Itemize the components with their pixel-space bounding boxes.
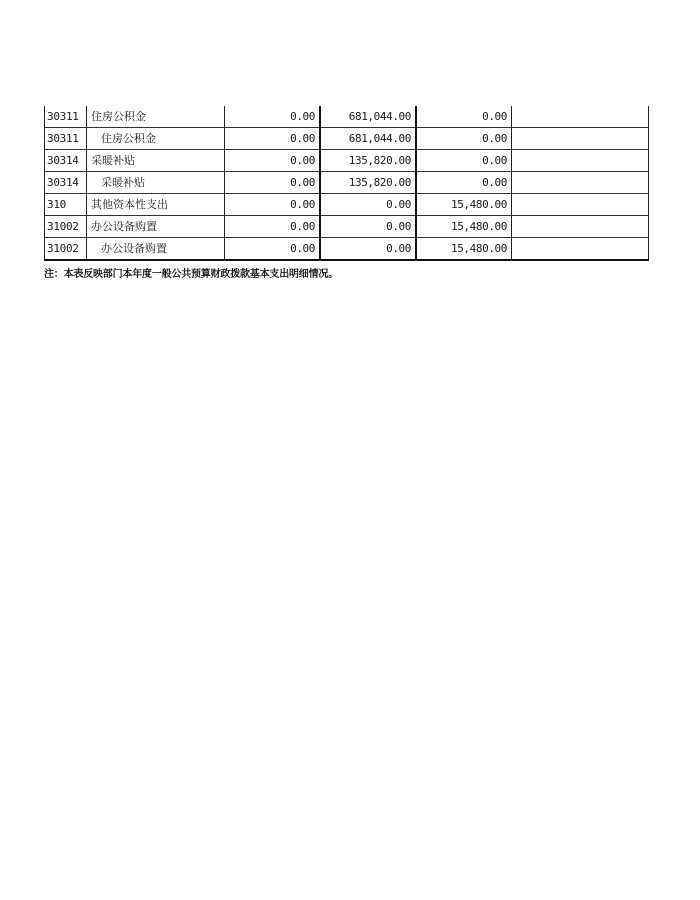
row-col2: 681,044.00 [320,128,416,150]
table-row [45,238,649,261]
table-row [45,216,649,238]
row-code: 30314 [45,172,87,194]
row-col3: 0.00 [416,172,512,194]
row-col4 [512,172,649,194]
row-col3: 15,480.00 [416,238,512,261]
row-col4 [512,150,649,172]
row-name-text: 采暖补贴 [101,176,145,189]
row-col1: 0.00 [225,172,321,194]
row-col1: 0.00 [225,106,321,128]
row-code: 31002 [45,238,87,261]
table-row [45,128,649,150]
row-col2: 0.00 [320,216,416,238]
row-name-text: 住房公积金 [91,110,146,123]
table-row [45,106,649,128]
row-col2: 0.00 [320,194,416,216]
row-code: 31002 [45,216,87,238]
row-col1: 0.00 [225,128,321,150]
table-row [45,172,649,194]
row-code: 30311 [45,128,87,150]
row-name-text: 其他资本性支出 [91,198,168,211]
expenditure-table [44,106,649,261]
row-col3: 0.00 [416,106,512,128]
row-col4 [512,238,649,261]
row-col2: 135,820.00 [320,172,416,194]
row-code: 30311 [45,106,87,128]
row-col1: 0.00 [225,194,321,216]
row-col2: 0.00 [320,238,416,261]
table-row [45,150,649,172]
row-col4 [512,106,649,128]
row-col2: 135,820.00 [320,150,416,172]
row-name-text: 采暖补贴 [91,154,135,167]
table-footnote: 注：本表反映部门本年度一般公共预算财政拨款基本支出明细情况。 [44,269,338,280]
row-name-text: 办公设备购置 [101,242,167,255]
row-col4 [512,216,649,238]
table-body [45,106,649,260]
row-col1: 0.00 [225,150,321,172]
row-col3: 15,480.00 [416,194,512,216]
row-name [87,128,225,150]
row-name-text: 住房公积金 [101,132,156,145]
row-col3: 0.00 [416,128,512,150]
row-col1: 0.00 [225,216,321,238]
row-col3: 15,480.00 [416,216,512,238]
row-name [87,106,225,128]
row-name-text: 办公设备购置 [91,220,157,233]
row-code: 30314 [45,150,87,172]
row-col3: 0.00 [416,150,512,172]
table-row [45,194,649,216]
row-name [87,238,225,261]
row-code: 310 [45,194,87,216]
row-name [87,150,225,172]
row-col4 [512,194,649,216]
row-name [87,172,225,194]
row-col4 [512,128,649,150]
row-col2: 681,044.00 [320,106,416,128]
row-name [87,194,225,216]
budget-sheet [44,106,649,280]
row-col1: 0.00 [225,238,321,261]
row-name [87,216,225,238]
